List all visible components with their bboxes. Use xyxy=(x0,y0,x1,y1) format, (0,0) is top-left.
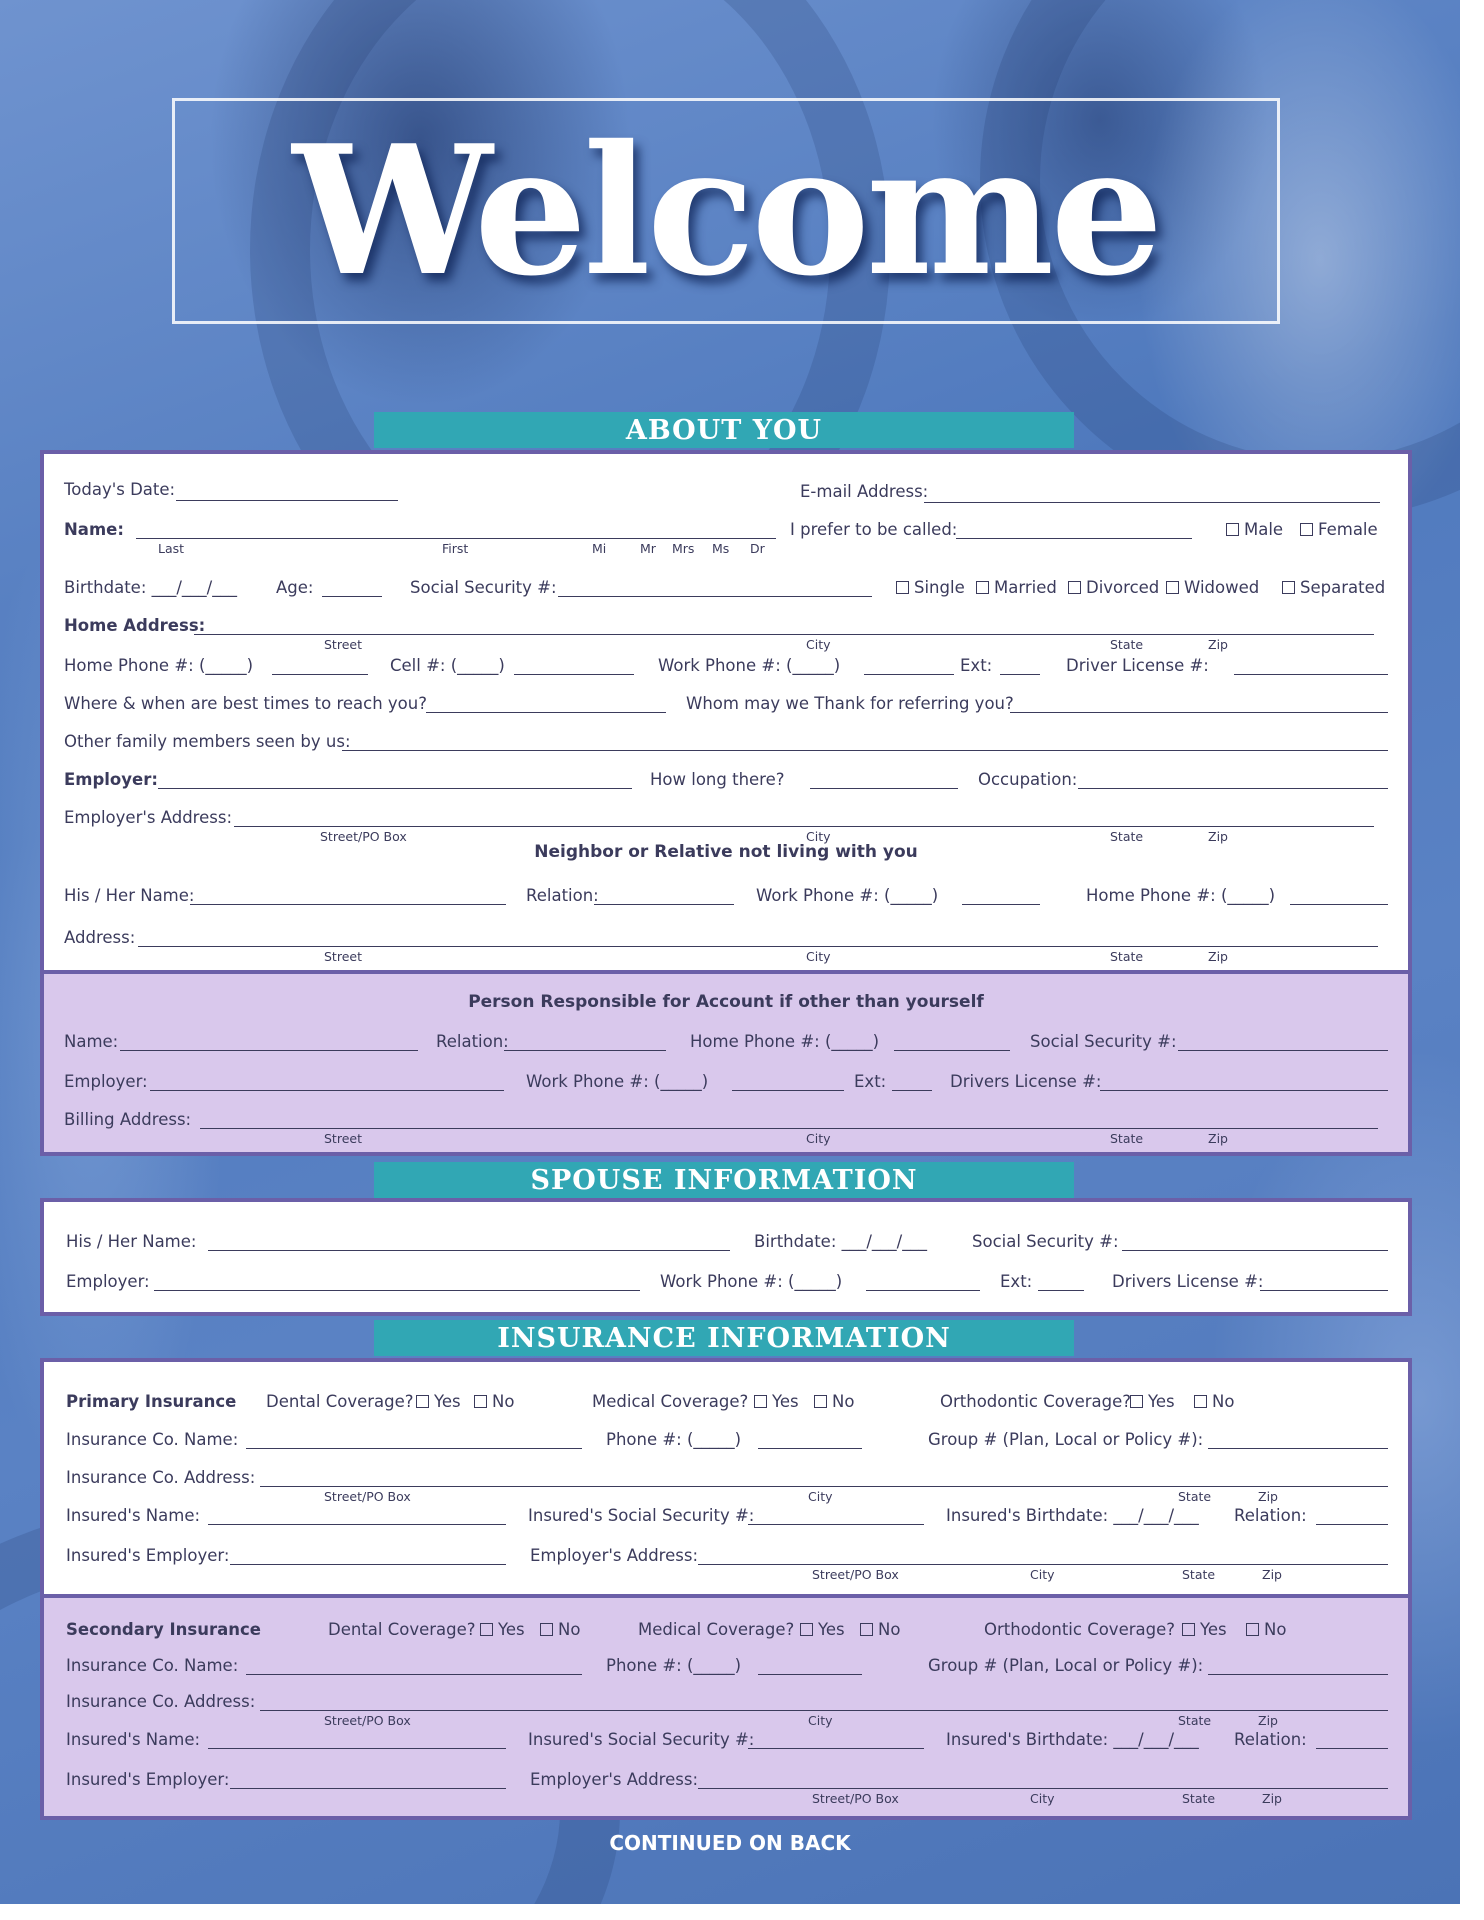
state-caption: State xyxy=(1110,1131,1144,1146)
secondary-phone-label: Phone #: (_____) xyxy=(606,1656,742,1675)
primary-co-address-label: Insurance Co. Address: xyxy=(66,1468,256,1487)
name-mrs-caption: Mrs xyxy=(672,541,695,556)
responsible-employer-field[interactable] xyxy=(150,1090,504,1091)
state-caption: State xyxy=(1110,949,1144,964)
primary-insurance-panel xyxy=(40,1358,1412,1598)
secondary-co-address-field[interactable] xyxy=(260,1710,1388,1711)
spouse-work-phone-label: Work Phone #: (_____) xyxy=(660,1272,843,1291)
primary-employer-address-field[interactable] xyxy=(698,1564,1388,1565)
state-caption: State xyxy=(1178,1713,1212,1728)
divorced-checkbox[interactable]: Divorced xyxy=(1068,578,1159,598)
street-po-caption: Street/PO Box xyxy=(320,829,407,844)
zip-caption: Zip xyxy=(1208,1131,1228,1146)
spouse-ssn-field[interactable] xyxy=(1122,1250,1388,1251)
single-checkbox[interactable]: Single xyxy=(896,578,965,598)
other-family-label: Other family members seen by us: xyxy=(64,732,351,751)
best-times-label: Where & when are best times to reach you? xyxy=(64,694,427,713)
responsible-name-label: Name: xyxy=(64,1032,119,1051)
street-po-caption: Street/PO Box xyxy=(812,1567,899,1582)
city-caption: City xyxy=(1030,1567,1055,1582)
relation-field[interactable] xyxy=(594,904,734,905)
zip-caption: Zip xyxy=(1258,1489,1278,1504)
name-mr-caption: Mr xyxy=(640,541,656,556)
employer-address-label: Employer's Address: xyxy=(64,808,232,827)
secondary-relation-field[interactable] xyxy=(1316,1748,1388,1749)
city-caption: City xyxy=(1030,1791,1055,1806)
how-long-field[interactable] xyxy=(810,788,958,789)
primary-medical-label: Medical Coverage? xyxy=(592,1392,749,1411)
secondary-insured-name-label: Insured's Name: xyxy=(66,1730,201,1749)
secondary-insured-birthdate-label[interactable]: Insured's Birthdate: ___/___/___ xyxy=(946,1730,1199,1749)
primary-ortho-yes-checkbox[interactable]: Yes xyxy=(1130,1392,1175,1412)
how-long-label: How long there? xyxy=(650,770,785,789)
primary-group-field[interactable] xyxy=(1208,1448,1388,1449)
responsible-employer-label: Employer: xyxy=(64,1072,148,1091)
ext-field[interactable] xyxy=(1000,674,1040,675)
work-phone-field[interactable] xyxy=(864,674,954,675)
secondary-insured-employer-field[interactable] xyxy=(230,1788,506,1789)
home-phone-label: Home Phone #: (_____) xyxy=(1086,886,1276,905)
responsible-drivers-license-label: Drivers License #: xyxy=(950,1072,1102,1091)
spouse-name-field[interactable] xyxy=(208,1250,730,1251)
home-phone-label: Home Phone #: (_____) xyxy=(64,656,254,675)
secondary-dental-no-checkbox[interactable]: No xyxy=(540,1620,580,1640)
street-po-caption: Street/PO Box xyxy=(324,1489,411,1504)
employer-label: Employer: xyxy=(64,770,158,789)
state-caption: State xyxy=(1110,637,1144,652)
employer-field[interactable] xyxy=(158,788,632,789)
cell-field[interactable] xyxy=(514,674,634,675)
responsible-relation-field[interactable] xyxy=(504,1050,666,1051)
birthdate-label[interactable]: Birthdate: ___/___/___ xyxy=(64,578,237,597)
widowed-checkbox[interactable]: Widowed xyxy=(1166,578,1259,598)
street-caption: Street xyxy=(324,637,362,652)
responsible-ext-field[interactable] xyxy=(892,1090,932,1091)
secondary-medical-no-checkbox[interactable]: No xyxy=(860,1620,900,1640)
state-caption: State xyxy=(1178,1489,1212,1504)
primary-phone-field[interactable] xyxy=(758,1448,862,1449)
name-label: Name: xyxy=(64,520,124,539)
primary-employer-address-label: Employer's Address: xyxy=(530,1546,698,1565)
primary-group-label: Group # (Plan, Local or Policy #): xyxy=(928,1430,1204,1449)
secondary-insured-employer-label: Insured's Employer: xyxy=(66,1770,230,1789)
secondary-phone-field[interactable] xyxy=(758,1674,862,1675)
responsible-home-phone-field[interactable] xyxy=(894,1050,1010,1051)
primary-relation-label: Relation: xyxy=(1234,1506,1307,1525)
secondary-insurance-panel xyxy=(40,1594,1412,1820)
street-po-caption: Street/PO Box xyxy=(812,1791,899,1806)
zip-caption: Zip xyxy=(1262,1791,1282,1806)
name-mi-caption: Mi xyxy=(592,541,607,556)
primary-co-name-label: Insurance Co. Name: xyxy=(66,1430,239,1449)
email-label: E-mail Address: xyxy=(800,482,929,501)
responsible-relation-label: Relation: xyxy=(436,1032,509,1051)
spouse-panel xyxy=(40,1198,1412,1316)
secondary-insurance-heading: Secondary Insurance xyxy=(66,1620,261,1639)
secondary-group-field[interactable] xyxy=(1208,1674,1388,1675)
city-caption: City xyxy=(806,829,831,844)
ssn-field[interactable] xyxy=(558,596,872,597)
prefer-field[interactable] xyxy=(956,538,1192,539)
continued-on-back: CONTINUED ON BACK xyxy=(609,1831,851,1855)
responsible-ext-label: Ext: xyxy=(854,1072,887,1091)
home-phone-field[interactable] xyxy=(1290,904,1388,905)
occupation-label: Occupation: xyxy=(978,770,1078,789)
thank-field[interactable] xyxy=(1010,712,1388,713)
page-title: Welcome xyxy=(292,106,1160,315)
spouse-ext-label: Ext: xyxy=(1000,1272,1033,1291)
responsible-drivers-license-field[interactable] xyxy=(1100,1090,1388,1091)
thank-label: Whom may we Thank for referring you? xyxy=(686,694,1014,713)
primary-dental-no-checkbox[interactable]: No xyxy=(474,1392,514,1412)
secondary-co-name-field[interactable] xyxy=(246,1674,582,1675)
spouse-ssn-label: Social Security #: xyxy=(972,1232,1119,1251)
primary-medical-yes-checkbox[interactable]: Yes xyxy=(754,1392,799,1412)
secondary-employer-address-label: Employer's Address: xyxy=(530,1770,698,1789)
about-you-panel xyxy=(40,450,1412,974)
city-caption: City xyxy=(806,949,831,964)
primary-dental-yes-checkbox[interactable]: Yes xyxy=(416,1392,461,1412)
work-phone-label: Work Phone #: (_____) xyxy=(658,656,841,675)
street-caption: Street xyxy=(324,949,362,964)
billing-address-label: Billing Address: xyxy=(64,1110,192,1129)
name-last-caption: Last xyxy=(158,541,185,556)
driver-license-field[interactable] xyxy=(1234,674,1388,675)
age-label: Age: xyxy=(276,578,314,597)
primary-ortho-no-checkbox[interactable]: No xyxy=(1194,1392,1234,1412)
secondary-insured-ssn-field[interactable] xyxy=(748,1748,924,1749)
name-ms-caption: Ms xyxy=(712,541,730,556)
occupation-field[interactable] xyxy=(1078,788,1388,789)
secondary-co-name-label: Insurance Co. Name: xyxy=(66,1656,239,1675)
spouse-name-label: His / Her Name: xyxy=(66,1232,197,1251)
primary-insured-birthdate-label[interactable]: Insured's Birthdate: ___/___/___ xyxy=(946,1506,1199,1525)
work-phone-label: Work Phone #: (_____) xyxy=(756,886,939,905)
spouse-employer-label: Employer: xyxy=(66,1272,150,1291)
city-caption: City xyxy=(808,1713,833,1728)
name-field[interactable] xyxy=(136,538,776,539)
street-caption: Street xyxy=(324,1131,362,1146)
home-address-label: Home Address: xyxy=(64,616,206,635)
separated-checkbox[interactable]: Separated xyxy=(1282,578,1385,598)
ssn-label: Social Security #: xyxy=(410,578,557,597)
address-field[interactable] xyxy=(138,946,1378,947)
primary-dental-label: Dental Coverage? xyxy=(266,1392,414,1411)
primary-co-address-field[interactable] xyxy=(260,1486,1388,1487)
city-caption: City xyxy=(808,1489,833,1504)
state-caption: State xyxy=(1182,1791,1216,1806)
primary-insurance-heading: Primary Insurance xyxy=(66,1392,237,1411)
responsible-work-phone-label: Work Phone #: (_____) xyxy=(526,1072,709,1091)
secondary-ortho-label: Orthodontic Coverage? xyxy=(984,1620,1175,1639)
spouse-drivers-license-label: Drivers License #: xyxy=(1112,1272,1264,1291)
state-caption: State xyxy=(1110,829,1144,844)
home-address-field[interactable] xyxy=(194,634,1374,635)
secondary-medical-label: Medical Coverage? xyxy=(638,1620,795,1639)
employer-address-field[interactable] xyxy=(234,826,1374,827)
state-caption: State xyxy=(1182,1567,1216,1582)
todays-date-label: Today's Date: xyxy=(64,480,176,499)
responsible-ssn-field[interactable] xyxy=(1178,1050,1388,1051)
prefer-label: I prefer to be called: xyxy=(790,520,958,539)
his-her-name-field[interactable] xyxy=(190,904,506,905)
secondary-co-address-label: Insurance Co. Address: xyxy=(66,1692,256,1711)
relation-label: Relation: xyxy=(526,886,599,905)
secondary-medical-yes-checkbox[interactable]: Yes xyxy=(800,1620,845,1640)
married-checkbox[interactable]: Married xyxy=(976,578,1057,598)
zip-caption: Zip xyxy=(1262,1567,1282,1582)
city-caption: City xyxy=(806,1131,831,1146)
responsible-work-phone-field[interactable] xyxy=(732,1090,844,1091)
spouse-drivers-license-field[interactable] xyxy=(1260,1290,1388,1291)
spouse-work-phone-field[interactable] xyxy=(866,1290,980,1291)
spouse-employer-field[interactable] xyxy=(154,1290,640,1291)
primary-insured-employer-field[interactable] xyxy=(230,1564,506,1565)
primary-medical-no-checkbox[interactable]: No xyxy=(814,1392,854,1412)
female-checkbox[interactable]: Female xyxy=(1300,520,1378,540)
city-caption: City xyxy=(806,637,831,652)
secondary-group-label: Group # (Plan, Local or Policy #): xyxy=(928,1656,1204,1675)
zip-caption: Zip xyxy=(1208,637,1228,652)
banner-insurance-information: INSURANCE INFORMATION xyxy=(374,1320,1074,1356)
his-her-name-label: His / Her Name: xyxy=(64,886,195,905)
spouse-birthdate-label[interactable]: Birthdate: ___/___/___ xyxy=(754,1232,927,1251)
primary-ortho-label: Orthodontic Coverage? xyxy=(940,1392,1131,1411)
email-field[interactable] xyxy=(924,502,1380,503)
responsible-party-panel xyxy=(40,970,1412,1156)
primary-insured-name-field[interactable] xyxy=(208,1524,506,1525)
banner-about-you: ABOUT YOU xyxy=(374,412,1074,448)
neighbor-heading: Neighbor or Relative not living with you xyxy=(534,842,918,862)
home-phone-field[interactable] xyxy=(272,674,368,675)
responsible-ssn-label: Social Security #: xyxy=(1030,1032,1177,1051)
ext-label: Ext: xyxy=(960,656,993,675)
street-po-caption: Street/PO Box xyxy=(324,1713,411,1728)
name-first-caption: First xyxy=(442,541,469,556)
secondary-relation-label: Relation: xyxy=(1234,1730,1307,1749)
primary-phone-label: Phone #: (_____) xyxy=(606,1430,742,1449)
best-times-field[interactable] xyxy=(426,712,666,713)
secondary-insured-ssn-label: Insured's Social Security #: xyxy=(528,1730,755,1749)
spouse-ext-field[interactable] xyxy=(1038,1290,1084,1291)
primary-co-name-field[interactable] xyxy=(246,1448,582,1449)
primary-insured-ssn-field[interactable] xyxy=(748,1524,924,1525)
primary-insured-name-label: Insured's Name: xyxy=(66,1506,201,1525)
work-phone-field[interactable] xyxy=(962,904,1040,905)
name-dr-caption: Dr xyxy=(750,541,765,556)
zip-caption: Zip xyxy=(1208,829,1228,844)
age-field[interactable] xyxy=(322,596,382,597)
billing-address-field[interactable] xyxy=(200,1128,1378,1129)
cell-label: Cell #: (_____) xyxy=(390,656,505,675)
zip-caption: Zip xyxy=(1258,1713,1278,1728)
zip-caption: Zip xyxy=(1208,949,1228,964)
driver-license-label: Driver License #: xyxy=(1066,656,1209,675)
responsible-name-field[interactable] xyxy=(120,1050,418,1051)
other-family-field[interactable] xyxy=(342,750,1388,751)
secondary-dental-label: Dental Coverage? xyxy=(328,1620,476,1639)
secondary-dental-yes-checkbox[interactable]: Yes xyxy=(480,1620,525,1640)
banner-spouse-information: SPOUSE INFORMATION xyxy=(374,1162,1074,1198)
address-label: Address: xyxy=(64,928,136,947)
primary-insured-ssn-label: Insured's Social Security #: xyxy=(528,1506,755,1525)
secondary-insured-name-field[interactable] xyxy=(208,1748,506,1749)
secondary-ortho-yes-checkbox[interactable]: Yes xyxy=(1182,1620,1227,1640)
todays-date-field[interactable] xyxy=(176,500,398,501)
secondary-ortho-no-checkbox[interactable]: No xyxy=(1246,1620,1286,1640)
male-checkbox[interactable]: Male xyxy=(1226,520,1283,540)
secondary-employer-address-field[interactable] xyxy=(698,1788,1388,1789)
primary-insured-employer-label: Insured's Employer: xyxy=(66,1546,230,1565)
primary-relation-field[interactable] xyxy=(1316,1524,1388,1525)
responsible-home-phone-label: Home Phone #: (_____) xyxy=(690,1032,880,1051)
responsible-heading: Person Responsible for Account if other than yourself xyxy=(468,992,984,1012)
